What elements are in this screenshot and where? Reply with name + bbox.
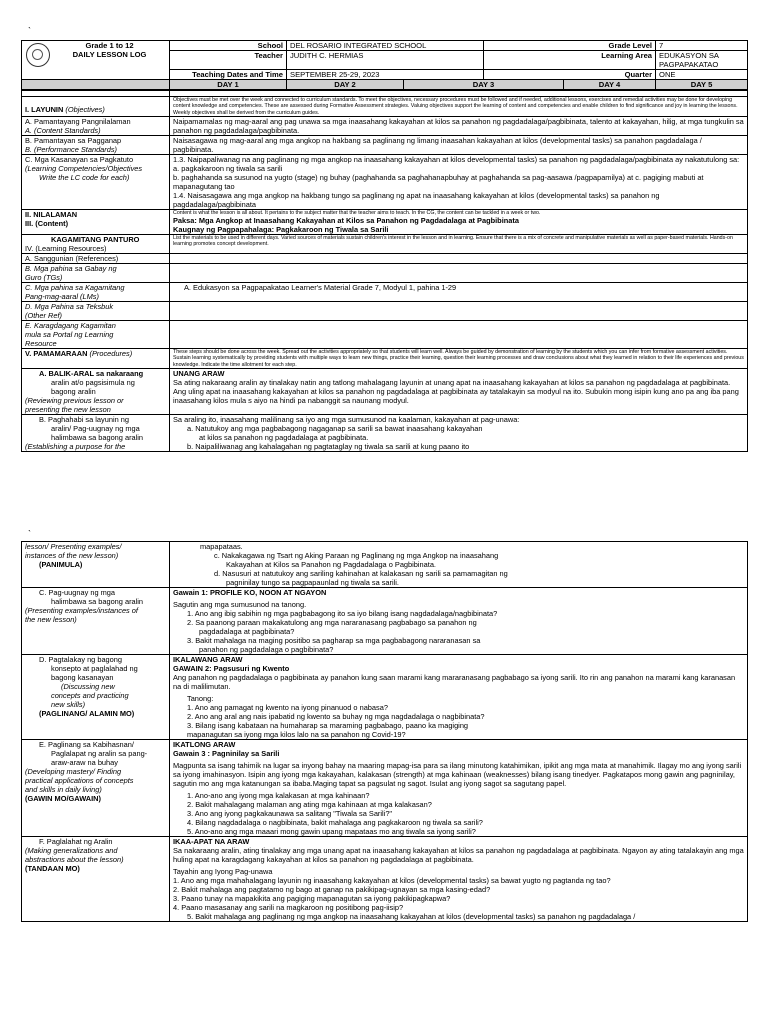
paghahabi-sub-1: aralin/ Pag-uugnay ng mga	[51, 424, 140, 434]
quarter-value: ONE	[656, 70, 748, 80]
d-sub-1: konsepto at paglalahad ng	[51, 664, 138, 673]
c-sub-3: the new lesson)	[25, 615, 77, 624]
lesson-table-2	[21, 541, 748, 922]
school-value: DEL ROSARIO INTEGRATED SCHOOL	[287, 41, 484, 51]
balik-sub-4: presenting the new lesson	[25, 405, 111, 415]
paghahabi-text: Sa araling ito, inaasahang malilinang sa iyo ang mga sumusunod na kaalaman, kakayahan at pag-unawa:	[173, 415, 520, 425]
f-question: 5. Bakit mahalaga ang paglinang ng mga angkop na inaasahang kakayahan at kilos (developmental tasks) sa panahon ng pagdadalaga /	[187, 912, 636, 921]
content-standards-text: Naipamamalas ng mag-aaral ang pag unawa sa mga inaasahang kakayahan at kilos sa panahon ng pagdadalaga/pagbibinata, talento at kakayahan, hilig, at mga tungkulin sa panahon ng pagdadalaga/pagbibinata.	[170, 116, 748, 135]
d-question: 2. Ano ang aral ang nais ipabatid ng kwento sa buhay ng mga nagdadalaga o nagbibinata?	[187, 712, 485, 721]
pamamaraan-title: V. PAMAMARAAN	[25, 349, 88, 359]
b-sub: B. (Performance Standards)	[25, 144, 118, 154]
day-4-header: DAY 4	[564, 80, 656, 90]
d-sub-4: concepts and practicing	[51, 691, 129, 700]
learning-area-label: Learning Area	[484, 51, 656, 70]
kagamitan-note: List the materials to be used in different days. Varied sources of materials sustain children's interest in the lesson and in learning. Ensure that there is a mix of concrete and manipulative materials as well as paper-based materials. Hands-on learning promotes concept development.	[170, 235, 748, 254]
balik-sub-1: aralin at/o pagsisimula ng	[51, 378, 135, 388]
layunin-sub: (Objectives)	[65, 105, 105, 114]
gabay-label-2: Guro (TGs)	[25, 273, 63, 283]
d-sub-5: new skills)	[51, 700, 86, 709]
gawain-2-title: GAWAIN 2: Pagsusuri ng Kwento	[173, 664, 290, 673]
c-question: 2. Sa paanong paraan makakatulong ang mga nararanasang pagbabago sa panahon ng	[187, 618, 477, 627]
dagdag-label-1: E. Karagdagang Kagamitan	[25, 321, 116, 331]
d-sub-2: bagong kasanayan	[51, 673, 114, 682]
grade-level-value: 7	[656, 41, 748, 51]
c-title-2: C. Pag-uugnay ng mga	[39, 588, 116, 597]
scan-mark: `	[28, 529, 31, 539]
unang-araw-label: UNANG ARAW	[173, 369, 225, 379]
log-title: DAILY LESSON LOG	[72, 50, 147, 59]
paghahabi-sub-3: (Establishing a purpose for the	[25, 442, 126, 452]
competency-line: b. paghahanda sa susunod na yugto (stage) ng buhay (paghahanda sa paghahanapbuhay at paghahanda sa pag-aasawa /pagpapamilya) at c. pagiging mabuti at mapanagutang tao	[173, 172, 704, 191]
f-sub-1: (Making generalizations and	[25, 846, 118, 855]
lesson-log-page-1	[21, 40, 747, 452]
gawain-1-title: Gawain 1: PROFILE KO, NOON AT NGAYON	[173, 588, 327, 597]
cont-line: c. Nakakagawa ng Tsart ng Aking Paraan ng Paglinang ng mga Angkop na inaasahang	[214, 551, 499, 560]
f-question: 2. Bakit mahalaga ang pagtatamo ng bago at ganap na pakikipag-ugnayan sa mga kasing-edad?	[173, 885, 491, 894]
lm-reference: A. Edukasyon sa Pagpapakatao Learner's Material Grade 7, Modyul 1, pahina 1-29	[170, 283, 748, 302]
deped-seal-icon	[26, 43, 50, 67]
c-sub-2: (Presenting examples/instances of	[25, 606, 138, 615]
c-title: C. Mga Kasanayan sa Pagkatuto	[25, 154, 134, 164]
paghahabi-title: B. Paghahabi sa layunin ng	[39, 415, 129, 425]
grade-level-label: Grade Level	[484, 41, 656, 51]
cont-left-1: lesson/ Presenting examples/	[25, 542, 122, 551]
cont-line: d. Nasusuri at natutukoy ang sariling kahinahan at kalakasan ng sarili sa pamamagitan ng	[214, 569, 508, 578]
lm-label-2: Pang-mag-aaral (LMs)	[25, 292, 99, 302]
content-note: Content is what the lesson is all about. It pertains to the subject matter that the teacher aims to teach. In the CG, the content can be tackled in a week or two.	[173, 209, 541, 216]
balik-sub-2: bagong aralin	[51, 387, 96, 397]
e-sub-3: (Developing mastery/ Finding	[25, 767, 122, 776]
competency-line: a. pagkakaroon ng tiwala sa sarili	[173, 163, 283, 173]
objectives-note: Objectives must be met over the week and connected to curriculum standards. To meet the objectives, necessary procedures must be followed and if needed, additional lessons, exercises and remedial activities may be done for developing content knowledge and competencies. These are assessed during Formative Assessment strategies. Valuing objectives support the learning of content and competencies and enable children to find significance and joy in learning the lessons. Weekly objectives shall be derived from the curriculum guides.	[170, 97, 748, 117]
paghahabi-sub-2: halimbawa sa bagong aralin	[51, 433, 144, 443]
d-question: mapanagutan sa iyong mga kilos lalo na sa panahon ng Covid-19?	[187, 730, 406, 739]
gabay-label-1: B. Mga pahina sa Gabay ng	[25, 264, 117, 274]
f-sub-3: (TANDAAN MO)	[25, 864, 80, 873]
e-sub-2: araw-araw na buhay	[51, 758, 118, 767]
f-text: Sa nakaraang aralin, ating tinalakay ang mga unang apat na inaasahang kakayahan at kilos sa panahon ng pagdadalaga at pagbibinata. Ngayon ay ating tatalakayin ang mga huling apat na karagdagang kakayahan at kilos sa panahon ng pagdadalaga at pagbibinata.	[173, 846, 744, 864]
d-sub-6: (PAGLINANG/ ALAMIN MO)	[39, 709, 135, 718]
f-title: F. Paglalahat ng Aralin	[39, 837, 113, 846]
paghahabi-item: at kilos sa panahon ng pagdadalaga at pagbibinata.	[199, 433, 369, 443]
balik-sub-3: (Reviewing previous lesson or	[25, 396, 124, 406]
teksbuk-label-2: (Other Ref)	[25, 311, 62, 321]
e-question: 4. Bilang nagdadalaga o nagbibinata, bakit mahalaga ang pagkakaroon ng tiwala sa sarili?	[187, 818, 483, 827]
f-question: 3. Paano tunay na mapakikita ang pagiging mapanagutan sa iyong pakikipagkapwa?	[173, 894, 451, 903]
kagamitan-sub: IV. (Learning Resources)	[25, 244, 107, 254]
d-question: 3. Bilang isang kabataan na humaharap sa maraming pagbabago, paano ka magiging	[187, 721, 469, 730]
nilalaman-title: II. NILALAMAN	[25, 209, 78, 219]
e-question: 5. Ano-ano ang mga maaari mong gawin upang mapataas mo ang tiwala sa iyong sarili?	[187, 827, 476, 836]
cont-left-2: instances of the new lesson)	[25, 551, 119, 560]
c-sub2: Write the LC code for each)	[39, 172, 130, 182]
sanggunian-label: A. Sanggunian (References)	[22, 254, 170, 264]
c-question: 1. Ano ang ibig sabihin ng mga pagbabagong ito sa iyo bilang isang nagdadalaga/nagbibinata?	[187, 609, 498, 618]
dagdag-label-3: Resource	[25, 339, 57, 349]
ikaapat-araw-label: IKAA-APAT NA ARAW	[173, 837, 250, 846]
a-title: A. Pamantayang Pangnilalaman	[25, 116, 131, 126]
tayahin-label: Tayahin ang Iyong Pag-unawa	[173, 867, 273, 876]
teksbuk-label-1: D. Mga Pahina sa Teksbuk	[25, 302, 114, 312]
e-sub-4: practical applications of concepts	[25, 776, 134, 785]
lesson-table-1	[21, 90, 748, 452]
competency-line: 1.4. Naisasagawa ang mga angkop na hakbang tungo sa paglinang ng apat na inaasahang kakayahan at kilos (developmental tasks) sa panahon ng pagdadalaga/pagbibinata	[173, 190, 660, 209]
a-sub: A. (Content Standards)	[25, 125, 101, 135]
f-sub-2: abstractions about the lesson)	[25, 855, 124, 864]
teacher-value: JUDITH C. HERMIAS	[287, 51, 484, 70]
grade-range: Grade 1 to 12	[85, 41, 134, 50]
paghahabi-item: b. Naipaliliwanag ang kahalagahan ng pagtataglay ng tiwala sa sarili at kung paano ito	[187, 442, 470, 452]
balik-title: A. BALIK-ARAL sa nakaraang	[39, 369, 144, 379]
nilalaman-sub: III. (Content)	[25, 218, 69, 228]
lesson-log-page-2	[21, 541, 747, 922]
e-question: 3. Ano ang iyong pagkakaunawa sa salitang "Tiwala sa Sarili?"	[187, 809, 393, 818]
dates-value: SEPTEMBER 25-29, 2023	[287, 70, 484, 80]
day-5-header: DAY 5	[656, 80, 748, 90]
e-sub-6: (GAWIN MO/GAWAIN)	[25, 794, 101, 803]
d-question: 1. Ano ang pamagat ng kwento na iyong pinanuod o nabasa?	[187, 703, 388, 712]
c-question: pagdadalaga at pagbibinata?	[199, 627, 295, 636]
day-2-header: DAY 2	[287, 80, 404, 90]
teacher-label: Teacher	[170, 51, 287, 70]
scan-mark: `	[28, 26, 31, 36]
pamamaraan-note: These steps should be done across the week. Spread out the activities appropriately so that students will learn well. Always be guided by demonstration of learning by the students which you can infer from formative assessment activities. Sustain learning systematically by providing students with multiple ways to learn new things, practice their learning, question their learning processes and draw conclusions about what they learned in relation to their life experiences and previous knowledge. Indicate the time allotment for each step.	[170, 349, 748, 369]
tanong-label: Tanong:	[187, 694, 214, 703]
c-sub: (Learning Competencies/Objectives	[25, 163, 143, 173]
cont-line: Kakayahan at Kilos sa Panahon ng Pagdadalaga o Pagbibinata.	[226, 560, 436, 569]
balik-aral-text: Sa ating nakaraang aralin ay tinalakay natin ang tatlong mahalagang layunin at unang apat na inaasahang kakayahan at kilos sa panahon ng pagdadalaga at pagbibinata. Ang uling apat na inaasahang kakayahan at kilos sa panahon ng pagdadalaga at pagbibinata ay tatalakayin sa modyul na ito. Subukin mong isipin kung ano pa ang iba pang inaasahang kilos mula s aiyo na hindi pa nabanggit sa naunang modyul.	[173, 378, 739, 406]
d-text: Ang panahon ng pagdadalaga o pagbibinata ay panahon kung saan marami kang mararanasang pagbabago sa iyong sarili. Ito rin ang panahon na marami kang karanasan na di malilimutan.	[173, 673, 736, 691]
ikatlong-araw-label: IKATLONG ARAW	[173, 740, 236, 749]
quarter-label: Quarter	[484, 70, 656, 80]
lm-label-1: C. Mga pahina sa Kagamitang	[25, 283, 125, 293]
e-question: 2. Bakit mahalagang malaman ang ating mga kahinaan at mga kalakasan?	[187, 800, 432, 809]
cont-line: pagninilay tungo sa pagpapaunlad ng tiwala sa sarili.	[226, 578, 399, 587]
e-question: 1. Ano-ano ang iyong mga kalakasan at mga kahinaan?	[187, 791, 370, 800]
pamamaraan-sub: (Procedures)	[89, 349, 133, 359]
e-sub-1: Paglalapat ng aralin sa pang-	[51, 749, 148, 758]
ikalawang-araw-label: IKALAWANG ARAW	[173, 655, 243, 664]
dagdag-label-2: mula sa Portal ng Learning	[25, 330, 114, 340]
panimula-label: (PANIMULA)	[39, 560, 83, 569]
d-title: D. Pagtalakay ng bagong	[39, 655, 123, 664]
day-3-header: DAY 3	[404, 80, 564, 90]
gawain-3-title: Gawain 3 : Pagninilay sa Sarili	[173, 749, 280, 758]
e-title: E. Paglinang sa Kabihasnan/	[39, 740, 134, 749]
c-sub-1: halimbawa sa bagong aralin	[51, 597, 144, 606]
dates-label: Teaching Dates and Time	[170, 70, 287, 80]
e-text: Magpunta sa isang tahimik na lugar sa inyong bahay na maaring mapag-isa para sa ilang minutong katahimikan, ipikit ang mga mata at manahimik. Ilagay mo ang iyong sarili sa iyong imahinasyon. Isipin ang iyong mga kakayahan, kalakasan (strength) at mga kahinaan (weaknesses) bilang isang tinedyer. Pagkatapos mong gawin ang pagninilay, sagutin mo ang mga katanungan sa ibaba.Maging tapat sa pagsulat ng sagot. Isulat ang iyong sagot sa sagutang papel.	[173, 761, 742, 788]
day-1-header: DAY 1	[170, 80, 287, 90]
header-table	[21, 40, 748, 90]
f-question: 4. Paano masasanay ang sarili na magkaroon ng positibong pag-iisip?	[173, 903, 404, 912]
competency-line: 1.3. Naipapaliwanag na ang paglinang ng mga angkop na inaasahang kakayahan at kilos developmental tasks) sa panahon ng pagdadalaga/pagbibinata ay nakatutulong sa:	[173, 154, 740, 164]
learning-area-value: EDUKASYON SA PAGPAPAKATAO	[656, 51, 748, 70]
kagamitan-title: KAGAMITANG PANTURO	[51, 235, 140, 245]
f-question: 1. Ano ang mga mahahalagang layunin ng inaasahang kakayahan at kilos (developmental tasks) sa bawat yugto ng pagtanda ng tao?	[173, 876, 611, 885]
b-title: B. Pamantayan sa Pagganap	[25, 135, 122, 145]
c-question: 3. Bakit mahalaga na maging positibo sa pagharap sa mga pagbabagong nararanasan sa	[187, 636, 481, 645]
paksa: Paksa: Mga Angkop at Inaasahang Kakayahan at Kilos sa Panahon ng Pagdadalaga at Pagbibinata	[173, 216, 519, 226]
layunin-title: I. LAYUNIN	[25, 105, 64, 114]
school-label: School	[170, 41, 287, 51]
paghahabi-item: a. Natutukoy ang mga pagbabagong nagaganap sa sarili sa bawat inaasahang kakayahan	[187, 424, 483, 434]
d-sub-3: (Discussing new	[61, 682, 115, 691]
c-question: panahon ng pagdadalaga o pagbibinata?	[199, 645, 334, 654]
cont-line: mapapataas.	[200, 542, 243, 551]
performance-standards-text: Naisasagawa ng mag-aaral ang mga angkop na hakbang sa paglinang ng limang inaasahan kakayahan at kilos (developmental tasks) sa panahon pagdadalaga / pagbibinata.	[170, 135, 748, 154]
e-sub-5: and skills in daily living)	[25, 785, 102, 794]
c-intro: Sagutin ang mga sumusunod na tanong.	[173, 600, 307, 609]
kaugnay: Kaugnay ng Pagpapahalaga: Pagkakaroon ng Tiwala sa Sarili	[173, 225, 389, 235]
